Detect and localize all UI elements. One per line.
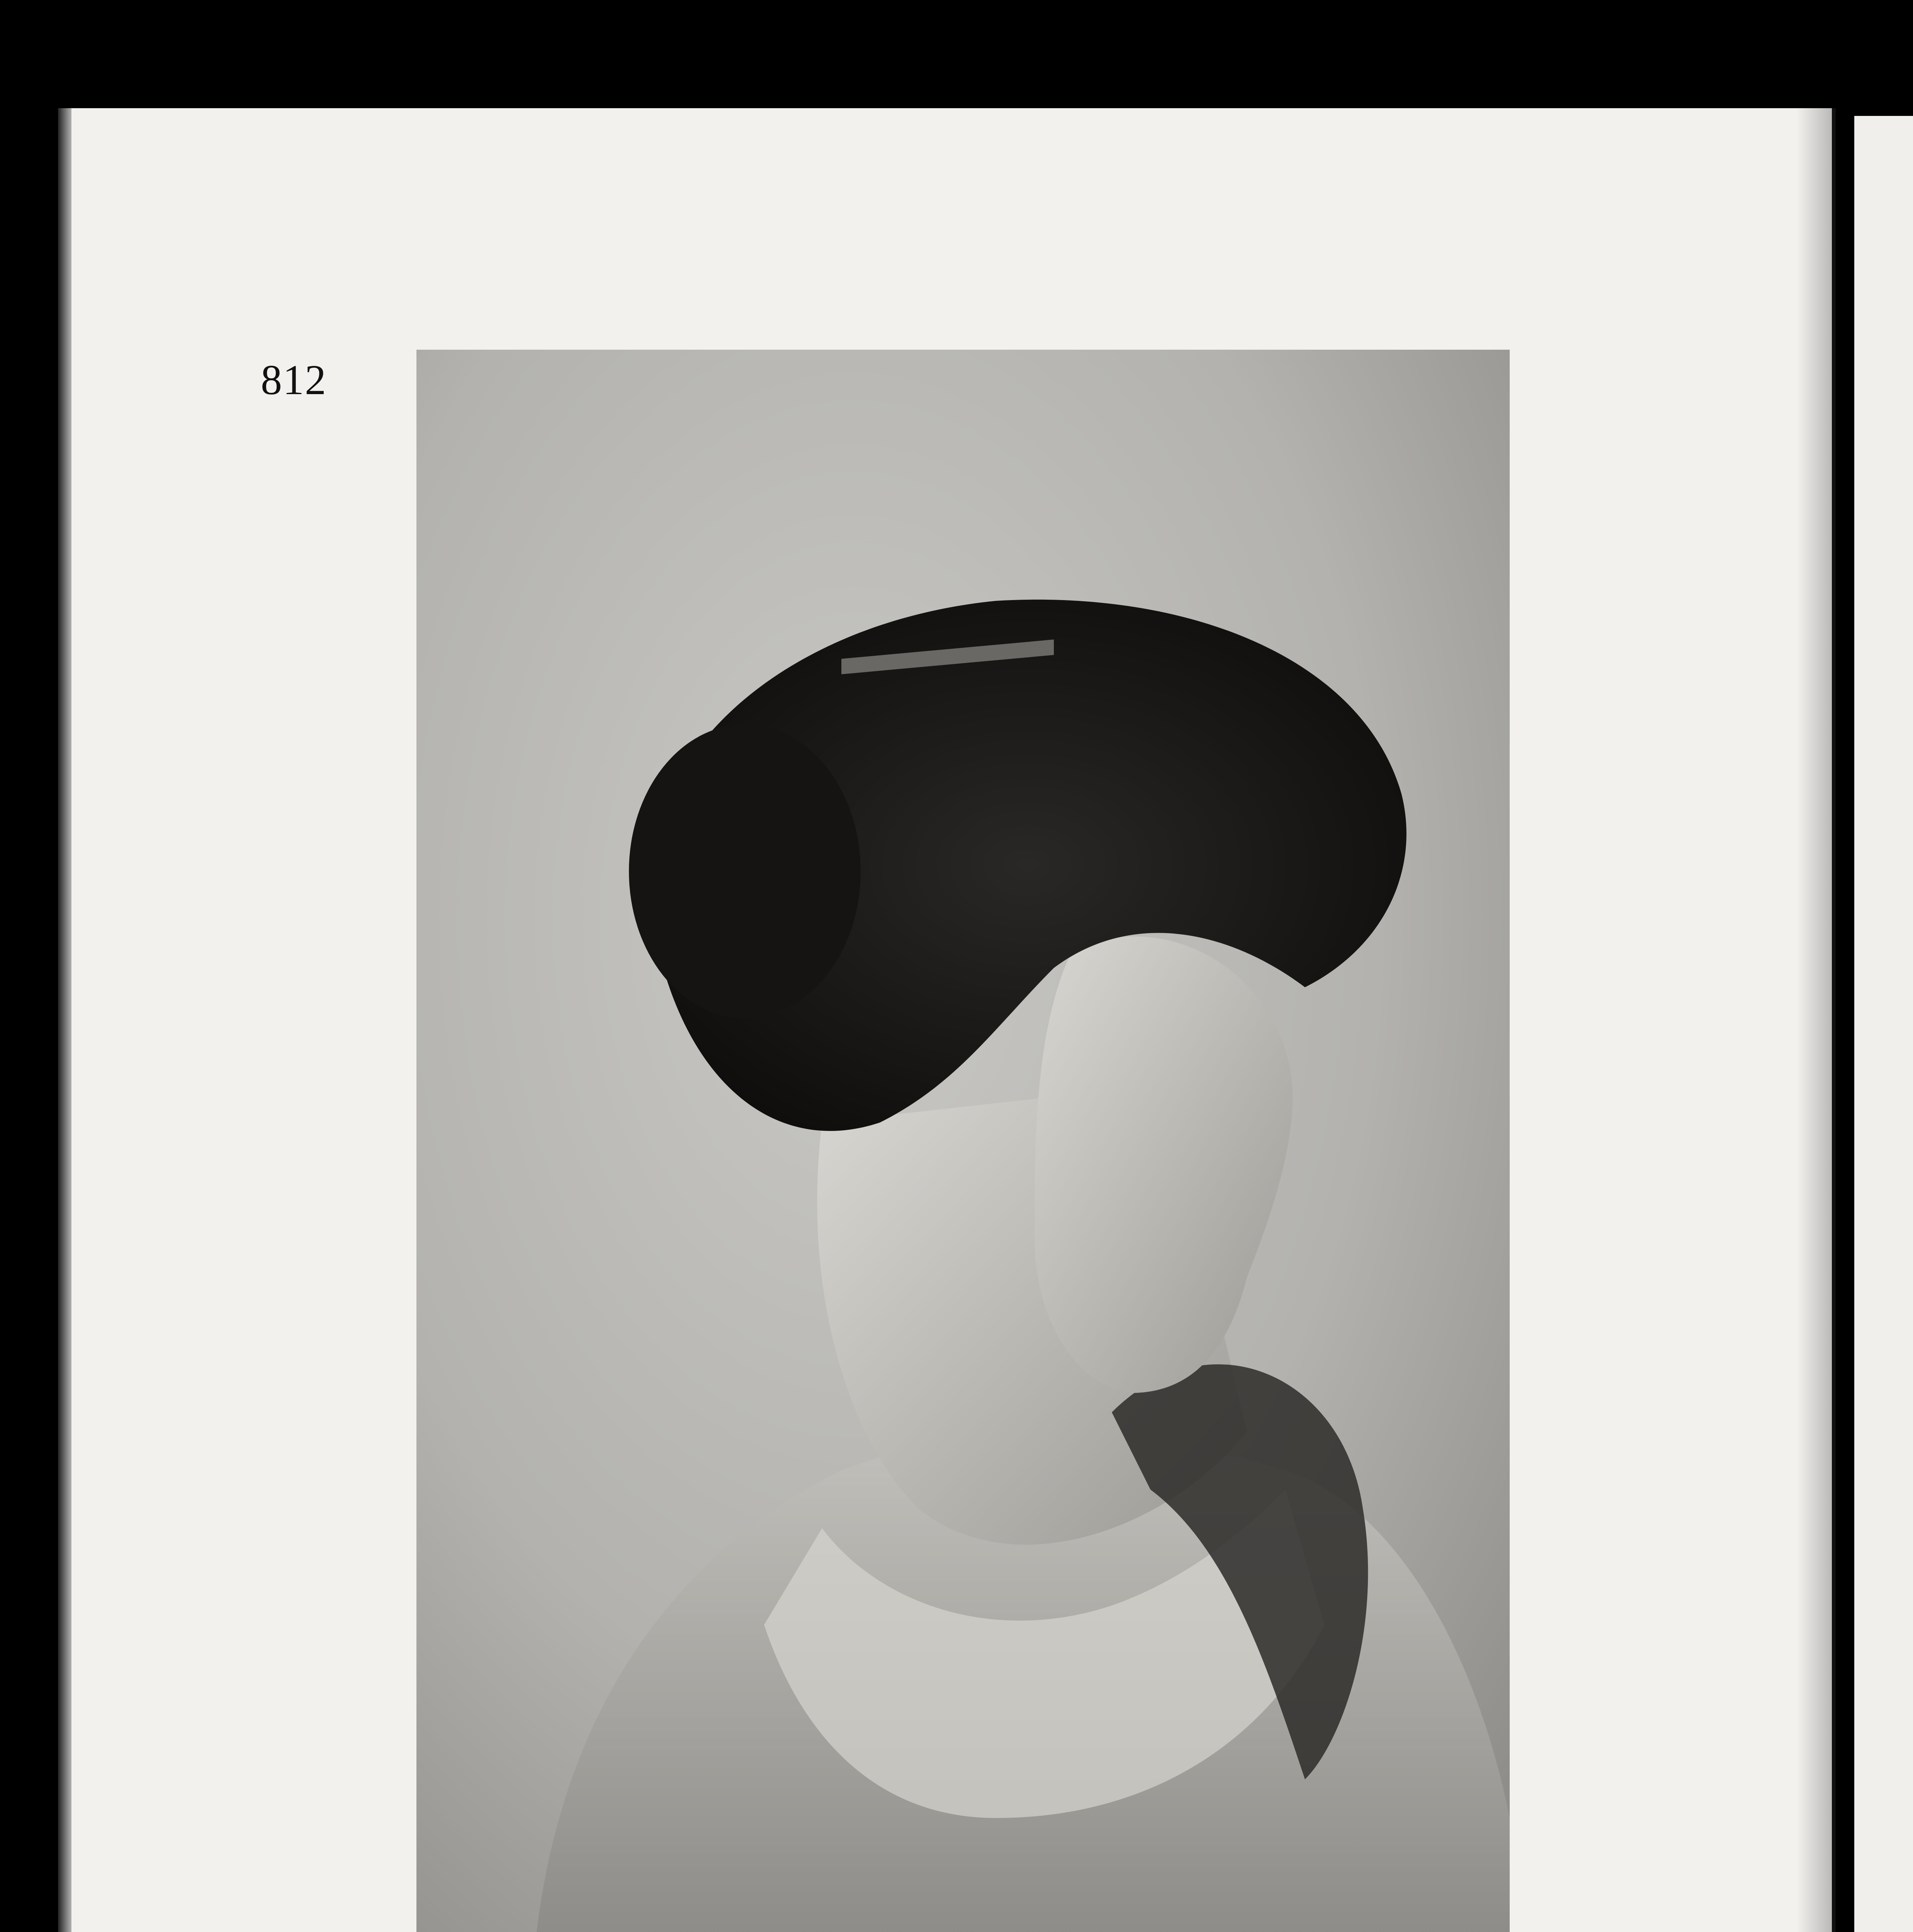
magazine-page [71,108,1835,1932]
page-number: 812 [261,356,327,403]
book-gutter [1832,108,1836,1932]
binding-shadow [1796,108,1835,1932]
portrait-photograph [416,350,1510,1932]
facing-page-edge [1854,116,1913,1932]
